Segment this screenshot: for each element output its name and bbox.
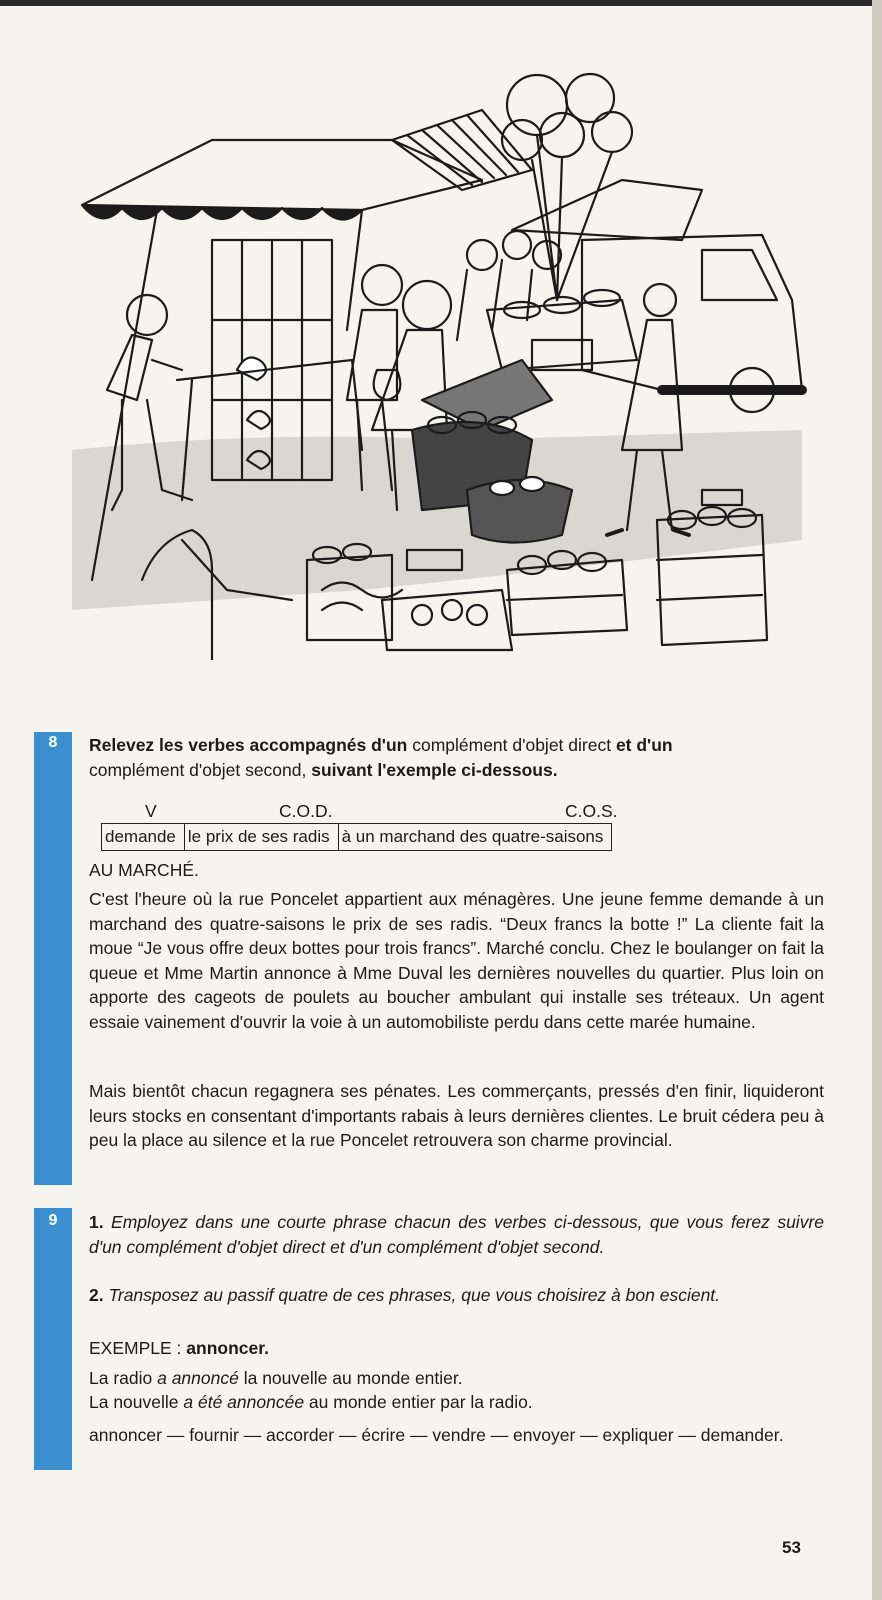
instruction-part-2: complément d'objet direct [407, 735, 616, 755]
instruction-part-3: et d'un [615, 735, 673, 755]
example-sentence-active [89, 1366, 824, 1391]
instruction-part-5: suivant l'exemple ci-dessous. [311, 759, 558, 780]
example-cos: à un marchand des quatre-saisons [341, 827, 604, 846]
exercise-9-number: 9 [48, 1212, 58, 1229]
verb-list: annoncer — fournir — accorder — écrire — vendre — envoyer — expliquer — demander. [89, 1425, 784, 1445]
question-2 [89, 1283, 824, 1308]
page-top-edge [0, 0, 882, 6]
exercise-8-marker [34, 732, 72, 1185]
market-scene-illustration [62, 70, 822, 660]
question-1-number: 1. [89, 1212, 104, 1232]
active-verb: a annoncé [157, 1368, 239, 1388]
exercise-8-number: 8 [48, 734, 58, 751]
example-column-headers [89, 801, 824, 823]
page-number: 53 [782, 1538, 801, 1557]
example-sentence-passive [89, 1390, 824, 1415]
page-right-edge [872, 0, 882, 1600]
active-sentence-start: La radio [89, 1368, 158, 1388]
exercise-8-instruction [89, 733, 824, 782]
example-heading [89, 1336, 824, 1361]
exercise-9-marker [34, 1208, 72, 1470]
active-sentence-end: la nouvelle au monde entier. [238, 1368, 463, 1388]
column-cod: C.O.D. [279, 801, 333, 821]
passive-verb: a été annoncée [183, 1392, 305, 1412]
example-word: annoncer. [186, 1338, 269, 1358]
question-1 [89, 1210, 824, 1259]
passive-sentence-start: La nouvelle [89, 1392, 184, 1412]
example-table-row [101, 823, 612, 851]
example-label: EXEMPLE : [89, 1338, 187, 1358]
column-v: V [145, 801, 157, 821]
question-2-number: 2. [89, 1285, 104, 1305]
column-cos: C.O.S. [565, 801, 618, 821]
question-1-text: Employez dans une courte phrase chacun des verbes ci-dessous, que vous ferez suivre d'un complément d'objet direct et d'un complément d'objet second. [89, 1212, 824, 1257]
example-cod: le prix de ses radis [185, 824, 339, 850]
text-paragraph-1: C'est l'heure où la rue Poncelet appartient aux ménagères. Une jeune femme demande à un marchand des quatre-saisons le prix de ses radis. “Deux francs la botte !” La cliente fait la moue “Je vous offre deux bottes pour trois francs”. Marché conclu. Chez le boulanger on fait la queue et Mme Martin annonce à Mme Duval les dernières nouvelles du quartier. Plus loin on apporte des cageots de poulets au boucher ambulant qui installe ses tréteaux. Un agent essaie vainement d'ouvrir la voie à un automobiliste perdu dans cette marée humaine. [89, 889, 824, 1032]
example-verb: demande [102, 824, 185, 850]
text-title: AU MARCHÉ. [89, 860, 199, 880]
question-2-text: Transposez au passif quatre de ces phrases, que vous choisirez à bon escient. [103, 1285, 721, 1305]
instruction-part-1: Relevez les verbes accompagnés d'un [89, 735, 408, 755]
passive-sentence-end: au monde entier par la radio. [304, 1392, 533, 1412]
instruction-part-4: complément d'objet second, [89, 759, 312, 780]
text-paragraph-2: Mais bientôt chacun regagnera ses pénates. Les commerçants, pressés d'en finir, liquideront leurs stocks en consentant d'importants rabais à leurs dernières clientes. Le bruit cédera peu à peu la place au silence et la rue Poncelet retrouvera son charme provincial. [89, 1081, 824, 1150]
